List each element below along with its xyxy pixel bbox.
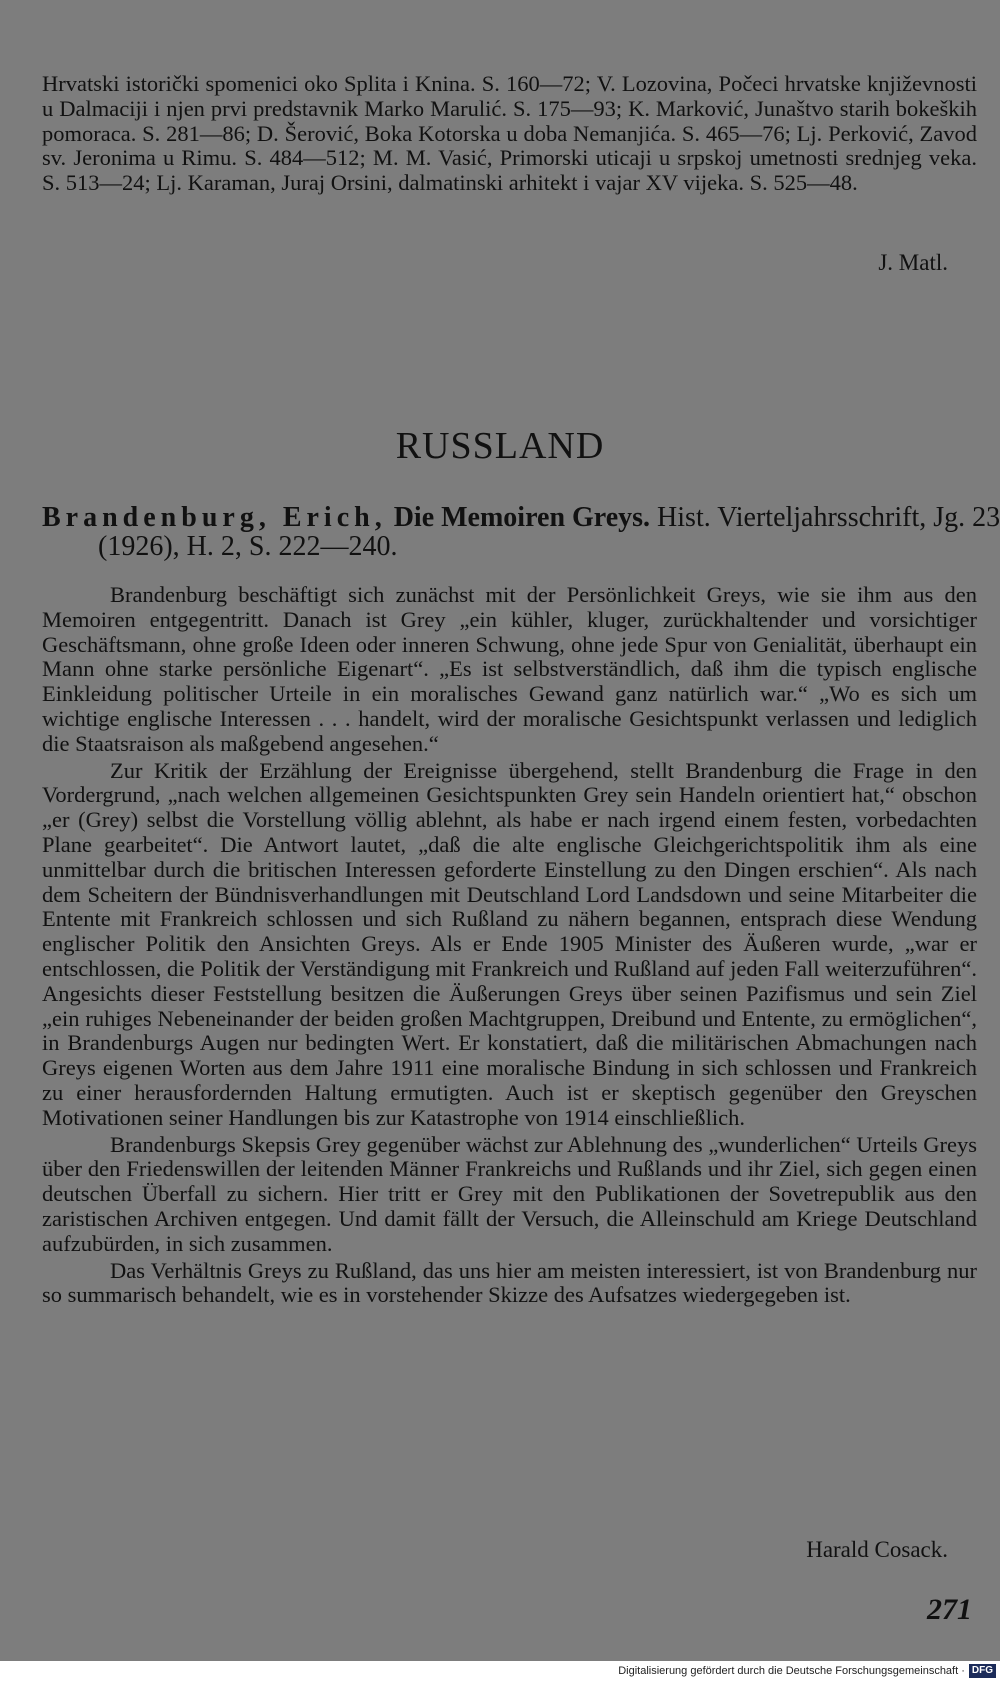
review-paragraph-2: Zur Kritik der Erzählung der Ereignisse übergehend, stellt Brandenburg die Frage in den Vordergrund, „nach welchen allgemeinen Gesichtspunkten Grey sein Handeln orientiert hat,“ obschon „er (Grey) selbst die Vorstellung völlig ablehnt, als habe er nach irgend einem festen, vorbedachten Plane gearbeitet“. Die Antwort lautet, „daß die alte englische Gleichgerichtspolitik ihm als eine unmittelbar durch die britischen Interessen geforderte Einstellung zu den Dingen erschien“. Als nach dem Scheitern der Bündnisverhandlungen mit Deutschland Lord Landsdown und seine Mitarbeiter die Entente mit Frankreich schlossen und sich Rußland zu nähern begannen, entsprach diese Wendung englischer Politik den Ansichten Greys. Als er Ende 1905 Minister des Äußeren wurde, „war er entschlossen, die Politik der Verständigung mit Frankreich und Rußland auf jeden Fall weiterzuführen“. Angesichts dieser Feststellung besitzen die Äußerungen Greys über seinen Pazifismus und sein Ziel „ein ruhiges Nebeneinander der beiden großen Machtgruppen, Dreibund und Entente, zu ermöglichen“, in Brandenburgs Augen nur bedingten Wert. Er konstatiert, daß die militärischen Abmachungen nach Greys eigenen Worten aus dem Jahre 1911 eine moralische Bindung in sich schlossen und Frankreich zu einer herausfordernden Haltung ermutigten. Auch ist er skeptisch gegenüber den Greyschen Motivationen seiner Handlungen bis zur Katastrophe von 1914 einschließlich. — [42, 757, 977, 1130]
dfg-logo: DFG — [969, 1664, 996, 1678]
review-body — [42, 583, 977, 1308]
review-paragraph-3: Brandenburgs Skepsis Grey gegenüber wächst zur Ablehnung des „wunderlichen“ Urteils Greys über den Friedenswillen der leitenden Männer Frankreichs und Rußlands und ihr Ziel, sich gegen einen deutschen Überfall zu sichern. Hier tritt er Grey mit den Publikationen der Sovetrepublik aus den zaristischen Archiven entgegen. Und damit fällt der Versuch, die Alleinschuld am Kriege Deutschland aufzubürden, in sich zusammen. — [42, 1131, 977, 1256]
review-signature: Harald Cosack. — [806, 1537, 948, 1562]
bibliographic-entry — [42, 503, 1000, 561]
review-paragraph-4: Das Verhältnis Greys zu Rußland, das uns hier am meisten interessiert, ist von Brandenburg nur so summarisch behandelt, wie es in vorstehender Skizze des Aufsatzes wiedergegeben ist. — [42, 1257, 977, 1308]
entry-author: Brandenburg, Erich, — [42, 502, 387, 533]
previous-review-paragraph: Hrvatski istorički spomenici oko Splita i Knina. S. 160—72; V. Lozovina, Počeci hrvatske književnosti u Dalmaciji i njen prvi predstavnik Marko Marulić. S. 175—93; K. Marković, Junaštvo starih bokeških pomoraca. S. 281—86; D. Šerović, Boka Kotorska u doba Nemanjića. S. 465—76; Lj. Perković, Zavod sv. Jeronima u Rimu. S. 484—512; M. M. Vasić, Primorski uticaji u srpskoj umetnosti srednjeg veka. S. 513—24; Lj. Karaman, Juraj Orsini, dalmatinski arhitekt i vajar XV vijeka. S. 525—48. — [42, 71, 977, 196]
previous-review-text — [42, 72, 977, 196]
footer-credit-text: Digitalisierung gefördert durch die Deutsche Forschungsgemeinschaft · — [618, 1665, 965, 1678]
entry-title: Die Memoiren Greys. — [386, 502, 651, 533]
page-number: 271 — [927, 1593, 972, 1626]
entry-source: Hist. Vierteljahrsschrift, Jg. 23 (1926), H. 2, S. 222—240. — [98, 502, 1000, 562]
section-title: RUSSLAND — [395, 425, 605, 467]
previous-review-signature: J. Matl. — [878, 250, 948, 275]
review-paragraph-1: Brandenburg beschäftigt sich zunächst mit der Persönlichkeit Greys, wie sie ihm aus den Memoiren entgegentritt. Danach ist Grey „ein kühler, kluger, zurückhaltender und vorsichtiger Geschäftsmann, ohne große Ideen oder inneren Schwung, ohne jede Spur von Genialität, überhaupt ein Mann ohne starke persönliche Eigenart“. „Es ist selbstverständlich, daß ihm die typisch englische Einkleidung politischer Urteile in ein moralisches Gewand ganz natürlich war.“ „Wo es sich um wichtige englische Interessen . . . handelt, wird der moralische Gesichtspunkt verlassen und lediglich die Staatsraison als maßgebend angesehen.“ — [42, 582, 977, 756]
digitization-footer — [0, 1661, 1000, 1681]
